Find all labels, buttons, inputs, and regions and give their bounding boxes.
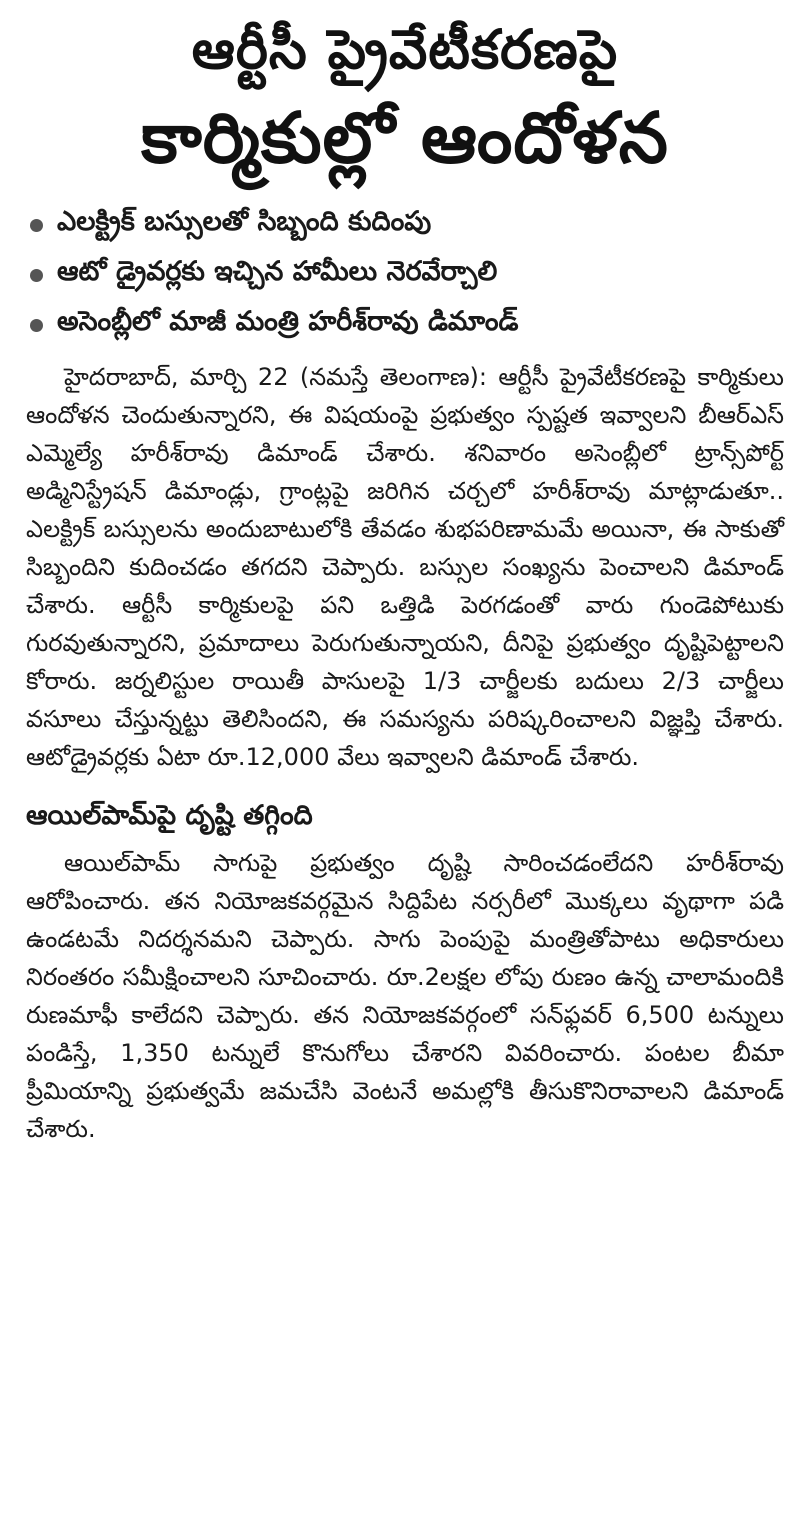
bullet-dot-icon	[30, 319, 43, 332]
summary-bullet	[26, 250, 784, 300]
section-subheading: ఆయిల్‌పామ్‌పై దృష్టి తగ్గింది	[26, 800, 313, 831]
bullet-text: ఎలక్ట్రిక్ బస్సులతో సిబ్బంది కుదింపు	[57, 206, 432, 237]
headline-line-2: కార్మికుల్లో ఆందోళన	[141, 97, 669, 179]
bullet-dot-icon	[30, 269, 43, 282]
bullet-text: ఆటో డ్రైవర్లకు ఇచ్చిన హామీలు నెరవేర్చాలి	[57, 256, 498, 287]
summary-bullet	[26, 300, 784, 350]
bullet-dot-icon	[30, 219, 43, 232]
headline-line-1: ఆర్టీసీ ప్రైవేటీకరణపై	[191, 18, 619, 81]
summary-bullets	[26, 200, 784, 350]
article-paragraph-2: ఆయిల్‌పామ్ సాగుపై ప్రభుత్వం దృష్టి సారించడంలేదని హరీశ్‌రావు ఆరోపించారు. తన నియోజకవర్గమైన సిద్దిపేట నర్సరీలో మొక్కలు వృథాగా పడి ఉండటమే నిదర్శనమని చెప్పారు. సాగు పెంపుపై మంత్రితోపాటు అధికారులు నిరంతరం సమీక్షించాలని సూచించారు. రూ.2లక్షల లోపు రుణం ఉన్న చాలామందికి రుణమాఫీ కాలేదని చెప్పారు. తన నియోజకవర్గంలో సన్‌ఫ్లవర్ 6,500 టన్నులు పండిస్తే, 1,350 టన్నులే కొనుగోలు చేశారని వివరించారు. పంటల బీమా ప్రీమియాన్ని ప్రభుత్వమే జమచేసి వెంటనే అమల్లోకి తీసుకొనిరావాలని డిమాండ్ చేశారు.	[26, 849, 784, 1143]
bullet-text: అసెంబ్లీలో మాజీ మంత్రి హరీశ్‌రావు డిమాండ్	[57, 306, 519, 337]
summary-bullet	[26, 200, 784, 250]
article-paragraph-1: హైదరాబాద్, మార్చి 22 (నమస్తే తెలంగాణ): ఆర్టీసీ ప్రైవేటీకరణపై కార్మికులు ఆందోళన చెందుతున్నారని, ఈ విషయంపై ప్రభుత్వం స్పష్టత ఇవ్వాలని బీఆర్‌ఎస్ ఎమ్మెల్యే హరీశ్‌రావు డిమాండ్ చేశారు. శనివారం అసెంబ్లీలో ట్రాన్స్‌పోర్ట్ అడ్మినిస్ట్రేషన్ డిమాండ్లు, గ్రాంట్లపై జరిగిన చర్చలో హరీశ్‌రావు మాట్లాడుతూ.. ఎలక్ట్రిక్ బస్సులను అందుబాటులోకి తేవడం శుభపరిణామమే అయినా, ఈ సాకుతో సిబ్బందిని కుదించడం తగదని చెప్పారు. బస్సుల సంఖ్యను పెంచాలని డిమాండ్ చేశారు. ఆర్టీసీ కార్మికులపై పని ఒత్తిడి పెరగడంతో వారు గుండెపోటుకు గురవుతున్నారని, ప్రమాదాలు పెరుగుతున్నాయని, దీనిపై ప్రభుత్వం దృష్టిపెట్టాలని కోరారు. జర్నలిస్టుల రాయితీ పాసులపై 1/3 చార్జీలకు బదులు 2/3 చార్జీలు వసూలు చేస్తున్నట్టు తెలిసిందని, ఈ సమస్యను పరిష్కరించాలని విజ్ఞప్తి చేశారు. ఆటోడ్రైవర్లకు ఏటా రూ.12,000 వేలు ఇవ్వాలని డిమాండ్ చేశారు.	[26, 363, 784, 771]
